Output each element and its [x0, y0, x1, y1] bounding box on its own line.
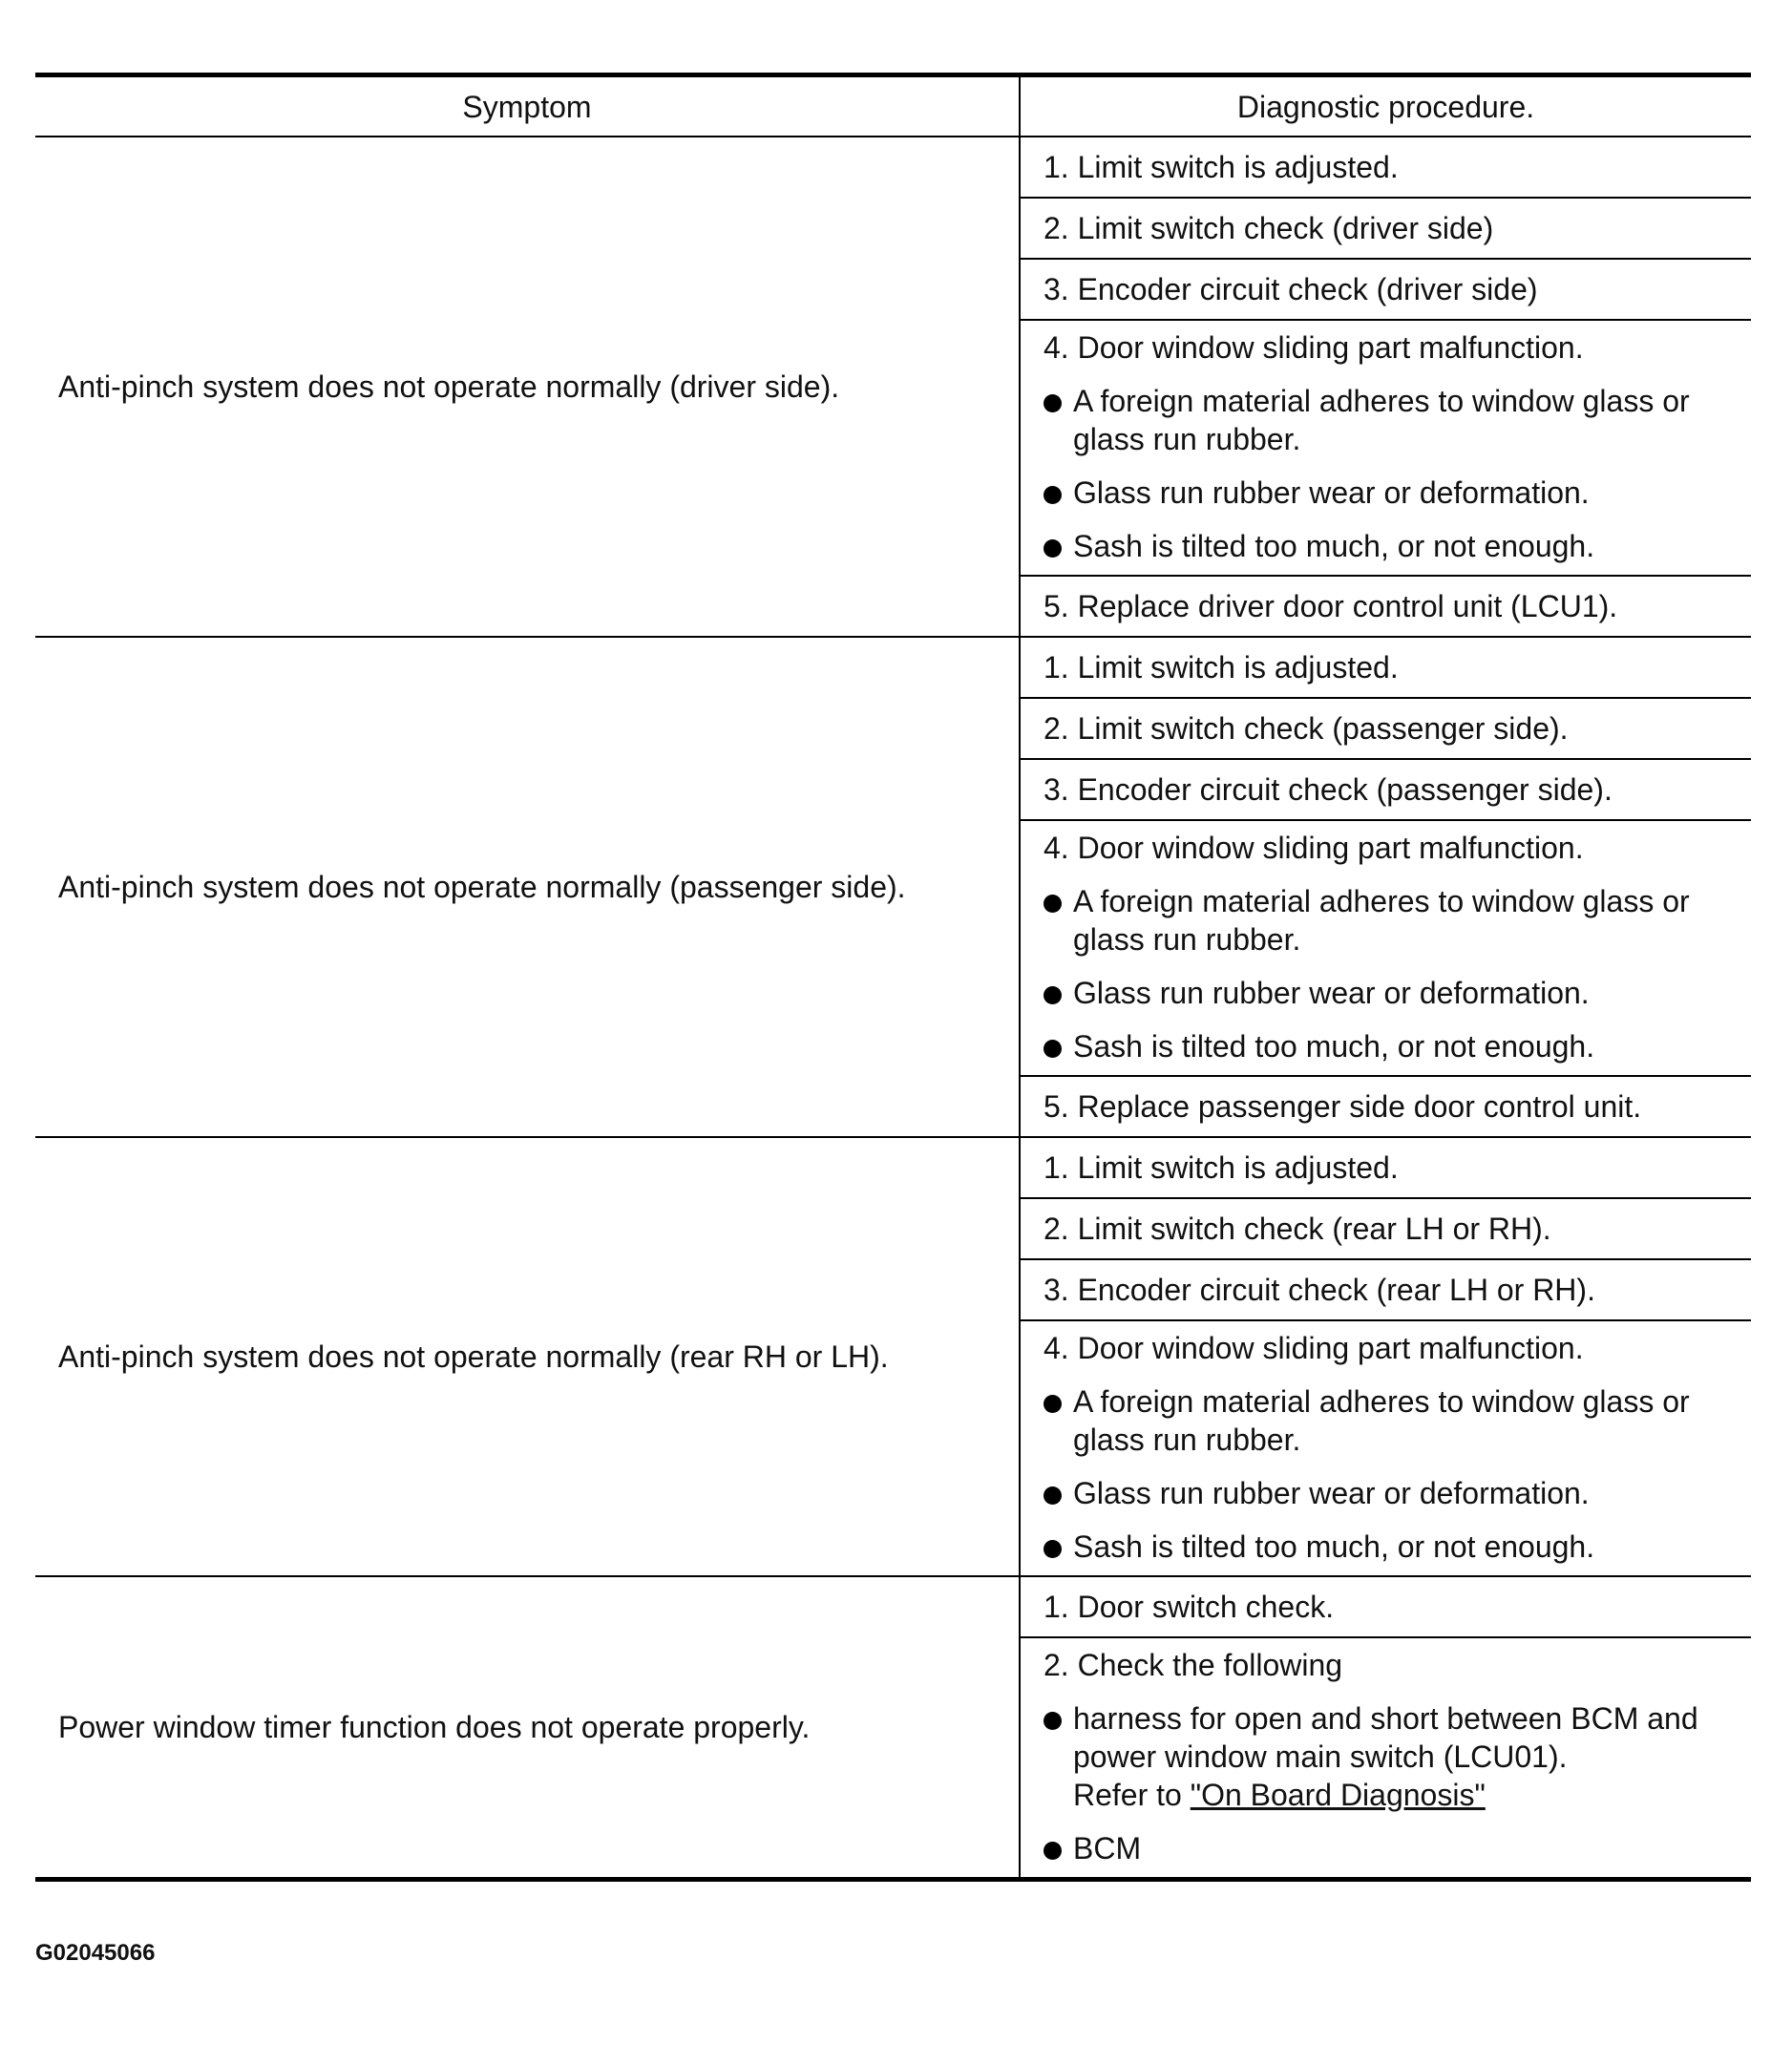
bullet-list — [1044, 882, 1739, 1065]
procedure-step-text: 4. Door window sliding part malfunction. — [1044, 1331, 1584, 1365]
procedure-step-cell — [1020, 759, 1751, 820]
procedure-step-text: 2. Limit switch check (rear LH or RH). — [1044, 1212, 1551, 1246]
bullet-dot-icon — [1044, 539, 1062, 558]
procedure-step-text: 1. Limit switch is adjusted. — [1044, 650, 1399, 685]
bullet-text: Sash is tilted too much, or not enough. — [1073, 1529, 1595, 1564]
bullet-dot-icon — [1044, 1395, 1062, 1413]
bullet-item — [1044, 1528, 1739, 1566]
symptom-cell: Anti-pinch system does not operate normally (rear RH or LH). — [35, 1137, 1020, 1576]
procedure-step-cell — [1020, 576, 1751, 637]
bullet-text: Glass run rubber wear or deformation. — [1073, 475, 1590, 510]
refer-to-text: Refer to — [1073, 1778, 1191, 1812]
procedure-step-cell — [1020, 698, 1751, 759]
bullet-dot-icon — [1044, 394, 1062, 412]
bullet-dot-icon — [1044, 1842, 1062, 1860]
procedure-step-cell — [1020, 1076, 1751, 1137]
procedure-step-cell — [1020, 1198, 1751, 1259]
procedure-step-text: 4. Door window sliding part malfunction. — [1044, 330, 1584, 365]
procedure-step-cell — [1020, 1259, 1751, 1320]
header-symptom: Symptom — [35, 75, 1020, 137]
procedure-step-text: 3. Encoder circuit check (rear LH or RH). — [1044, 1273, 1595, 1307]
table-header-row — [35, 75, 1751, 137]
table-row — [35, 637, 1751, 698]
bullet-item — [1044, 1382, 1739, 1459]
bullet-text: harness for open and short between BCM and power window main switch (LCU01). — [1073, 1701, 1698, 1774]
bullet-item — [1044, 882, 1739, 959]
table-row — [35, 1576, 1751, 1637]
bullet-text: Sash is tilted too much, or not enough. — [1073, 1029, 1595, 1064]
on-board-diagnosis-link[interactable]: "On Board Diagnosis" — [1190, 1778, 1486, 1812]
procedure-step-text: 4. Door window sliding part malfunction. — [1044, 831, 1584, 865]
procedure-step-text: 2. Limit switch check (passenger side). — [1044, 711, 1569, 746]
bullet-item — [1044, 382, 1739, 458]
bullet-item — [1044, 1474, 1739, 1512]
procedure-step-text: 5. Replace passenger side door control unit. — [1044, 1089, 1642, 1124]
procedure-step-text: 1. Door switch check. — [1044, 1590, 1335, 1624]
bullet-dot-icon — [1044, 895, 1062, 913]
procedure-step-cell — [1020, 198, 1751, 259]
bullet-dot-icon — [1044, 486, 1062, 504]
bullet-text: A foreign material adheres to window glass or glass run rubber. — [1073, 1384, 1690, 1457]
procedure-step-cell — [1020, 137, 1751, 198]
bullet-item — [1044, 1027, 1739, 1065]
bullet-text: BCM — [1073, 1831, 1142, 1866]
bullet-item — [1044, 474, 1739, 512]
table-body — [35, 137, 1751, 1880]
table-row — [35, 1137, 1751, 1198]
procedure-step-text: 3. Encoder circuit check (passenger side). — [1044, 772, 1613, 807]
bullet-item — [1044, 527, 1739, 565]
table-row — [35, 137, 1751, 198]
header-diagnostic-procedure: Diagnostic procedure. — [1020, 75, 1751, 137]
bullet-dot-icon — [1044, 986, 1062, 1004]
bullet-text: Glass run rubber wear or deformation. — [1073, 976, 1590, 1010]
bullet-text: Sash is tilted too much, or not enough. — [1073, 529, 1595, 563]
procedure-step-text: 2. Check the following — [1044, 1648, 1343, 1682]
bullet-list — [1044, 1699, 1739, 1867]
bullet-item — [1044, 1829, 1739, 1867]
procedure-step-cell — [1020, 1137, 1751, 1198]
procedure-step-cell — [1020, 820, 1751, 1076]
procedure-step-cell — [1020, 1637, 1751, 1880]
bullet-dot-icon — [1044, 1540, 1062, 1558]
procedure-step-text: 1. Limit switch is adjusted. — [1044, 150, 1399, 184]
procedure-step-text: 1. Limit switch is adjusted. — [1044, 1150, 1399, 1185]
procedure-step-cell — [1020, 637, 1751, 698]
bullet-text: A foreign material adheres to window glass or glass run rubber. — [1073, 884, 1690, 957]
bullet-list — [1044, 1382, 1739, 1566]
diagnostic-table — [35, 73, 1751, 1882]
bullet-text: A foreign material adheres to window glass or glass run rubber. — [1073, 384, 1690, 456]
bullet-list — [1044, 382, 1739, 565]
procedure-step-cell — [1020, 1576, 1751, 1637]
procedure-step-text: 5. Replace driver door control unit (LCU1). — [1044, 589, 1618, 623]
bullet-dot-icon — [1044, 1486, 1062, 1505]
procedure-step-cell — [1020, 1320, 1751, 1576]
figure-code: G02045066 — [35, 1940, 156, 1966]
procedure-step-cell — [1020, 259, 1751, 320]
bullet-text: Glass run rubber wear or deformation. — [1073, 1476, 1590, 1510]
procedure-step-text: 3. Encoder circuit check (driver side) — [1044, 272, 1538, 306]
symptom-cell: Anti-pinch system does not operate normally (passenger side). — [35, 637, 1020, 1137]
symptom-cell: Anti-pinch system does not operate normally (driver side). — [35, 137, 1020, 637]
bullet-dot-icon — [1044, 1712, 1062, 1730]
bullet-item — [1044, 974, 1739, 1012]
procedure-step-text: 2. Limit switch check (driver side) — [1044, 211, 1494, 245]
symptom-cell: Power window timer function does not operate properly. — [35, 1576, 1020, 1880]
bullet-item — [1044, 1699, 1739, 1814]
procedure-step-cell — [1020, 320, 1751, 576]
bullet-dot-icon — [1044, 1040, 1062, 1058]
